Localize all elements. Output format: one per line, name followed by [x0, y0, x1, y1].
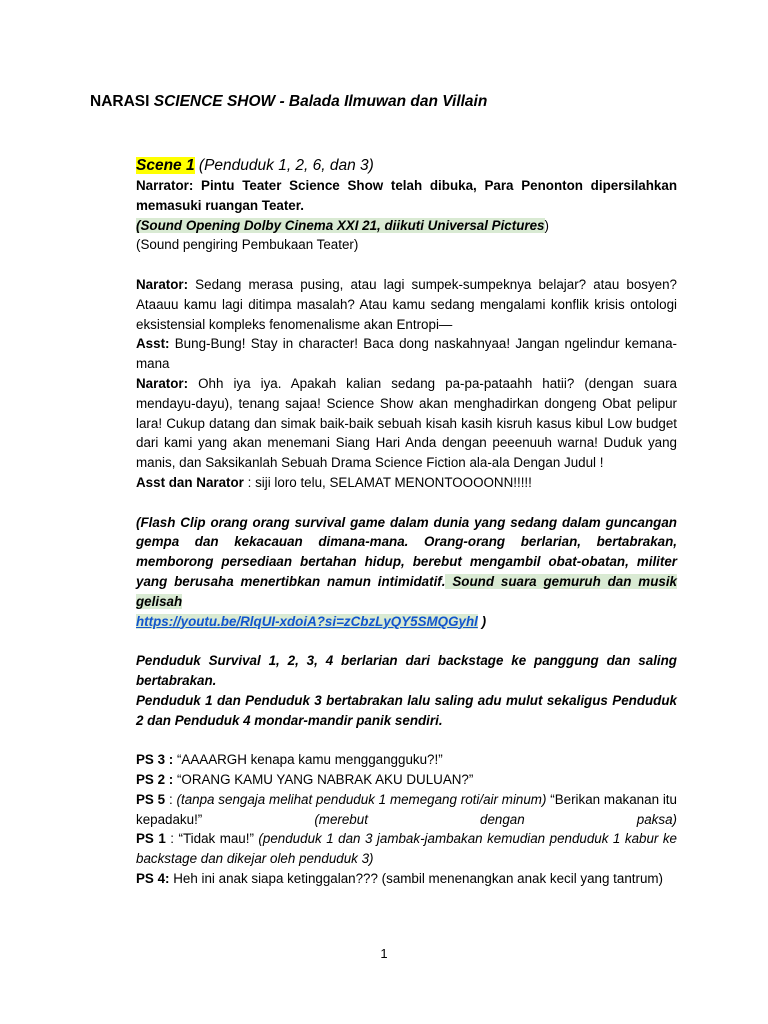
spacer [136, 493, 677, 513]
flash-clip-text: (Flash Clip orang orang survival game dalam dunia yang sedang dalam guncangan gempa dan kekacauan dimana-mana. Orang-orang berlarian, bertabrakan, memborong persediaan bertahan hidup, berebut mengambil obat-obatan, militer yang berusaha menertibkan namun intimidatif. [136, 514, 677, 589]
scene-label: Scene 1 [136, 157, 195, 174]
intro-narrator: Narrator: Pintu Teater Science Show telah dibuka, Para Penonton dipersilahkan memasuki ruangan Teater. [136, 178, 677, 213]
speaker: PS 4: [136, 870, 170, 886]
speaker: Asst: [136, 336, 170, 352]
dialogue-line [136, 473, 677, 493]
scene-heading [136, 155, 677, 176]
page-number: 1 [380, 946, 388, 961]
dialogue-text: “ORANG KAMU YANG NABRAK AKU DULUAN?” [173, 771, 474, 787]
speaker: PS 2 : [136, 771, 174, 787]
speaker: Asst dan Narator [136, 474, 244, 490]
spacer [136, 631, 677, 651]
ps1-line [136, 829, 677, 869]
scene-cast: (Penduduk 1, 2, 6, dan 3) [194, 157, 374, 174]
dialogue-line [136, 275, 677, 334]
dialogue-text: Bung-Bung! Stay in character! Baca dong naskahnyaa! Jangan ngelindur kemana-mana [136, 336, 677, 372]
stage-note: (penduduk 1 dan 3 jambak-jambakan kemudian penduduk 1 kabur ke backstage dan dikejar oleh penduduk 3) [136, 831, 677, 867]
flash-sound-note: Sound suara gemuruh dan musik gelisah [136, 573, 677, 609]
sound-pengiring: (Sound pengiring Pembukaan Teater) [136, 237, 359, 253]
dialogue-text: : siji loro telu, SELAMAT MENONTOOOONN!!!!! [243, 474, 532, 490]
dialogue-text: : “Tidak mau!” [165, 831, 259, 847]
spacer [136, 730, 677, 750]
speaker: PS 1 [136, 831, 166, 847]
ps5-line [136, 790, 677, 830]
flash-clip-direction [136, 513, 677, 632]
ps3-line [136, 750, 677, 770]
dialogue-text: Ohh iya iya. Apakah kalian sedang pa-pa-pataahh hatii? (dengan suara mendayu-dayu), tenang sajaa! Science Show akan menghadirkan dongeng Obat pelipur lara! Cukup datang dan simak baik-baik sebuah kisah kasih kisruh kasus kibul Low budget dari kami yang akan menemani Siang Hari Anda dengan peeenuuh warna! Duduk yang manis, dan Saksikanlah Sebuah Drama Science Fiction ala-ala Dengan Judul ! [136, 375, 677, 471]
spacer [136, 255, 677, 275]
speaker: PS 5 [136, 791, 166, 807]
youtube-link[interactable]: https://youtu.be/RlqUI-xdoiA?si=zCbzLyQY5SMQGyhl [136, 613, 478, 629]
stage-direction-2: Penduduk 1 dan Penduduk 3 bertabrakan lalu saling adu mulut sekaligus Penduduk 2 dan Penduduk 4 mondar-mandir panik sendiri. [136, 692, 677, 728]
speaker: PS 3 : [136, 752, 174, 768]
dialogue-line [136, 334, 677, 374]
dialogue-text: Heh ini anak siapa ketinggalan??? (sambil menenangkan anak kecil yang tantrum) [169, 870, 664, 886]
flash-close: ) [477, 613, 487, 629]
document-title [90, 93, 487, 111]
ps4-line [136, 869, 677, 889]
dialogue-text: “Berikan makanan itu kepadaku!” [136, 791, 677, 827]
ps2-line [136, 770, 677, 790]
sound-opening-note: (Sound Opening Dolby Cinema XXI 21, diikuti Universal Pictures [136, 217, 545, 233]
dialogue-line [136, 374, 677, 473]
script-body [136, 155, 677, 889]
colon: : [165, 791, 177, 807]
title-italic: SCIENCE SHOW - Balada Ilmuwan dan Villain [153, 93, 488, 110]
stage-note: (tanpa sengaja melihat penduduk 1 memegang roti/air minum) [176, 791, 547, 807]
speaker: Narator: [136, 375, 189, 391]
dialogue-text: “AAAARGH kenapa kamu menggangguku?!” [173, 752, 443, 768]
title-prefix: NARASI [90, 93, 154, 110]
stage-note: (merebut dengan paksa) [314, 811, 677, 827]
sound-opening [136, 216, 677, 236]
dialogue-text: Sedang merasa pusing, atau lagi sumpek-sumpeknya belajar? atau bosyen? Ataauu kamu lagi ditimpa masalah? Atau kamu sedang mengalami konflik krisis ontologi eksistensial kompleks fenomenalisme akan Entropi— [136, 276, 677, 332]
stage-direction-1: Penduduk Survival 1, 2, 3, 4 berlarian dari backstage ke panggung dan saling bertabrakan. [136, 653, 677, 688]
sound-opening-close: ) [544, 217, 549, 233]
speaker: Narator: [136, 276, 189, 292]
